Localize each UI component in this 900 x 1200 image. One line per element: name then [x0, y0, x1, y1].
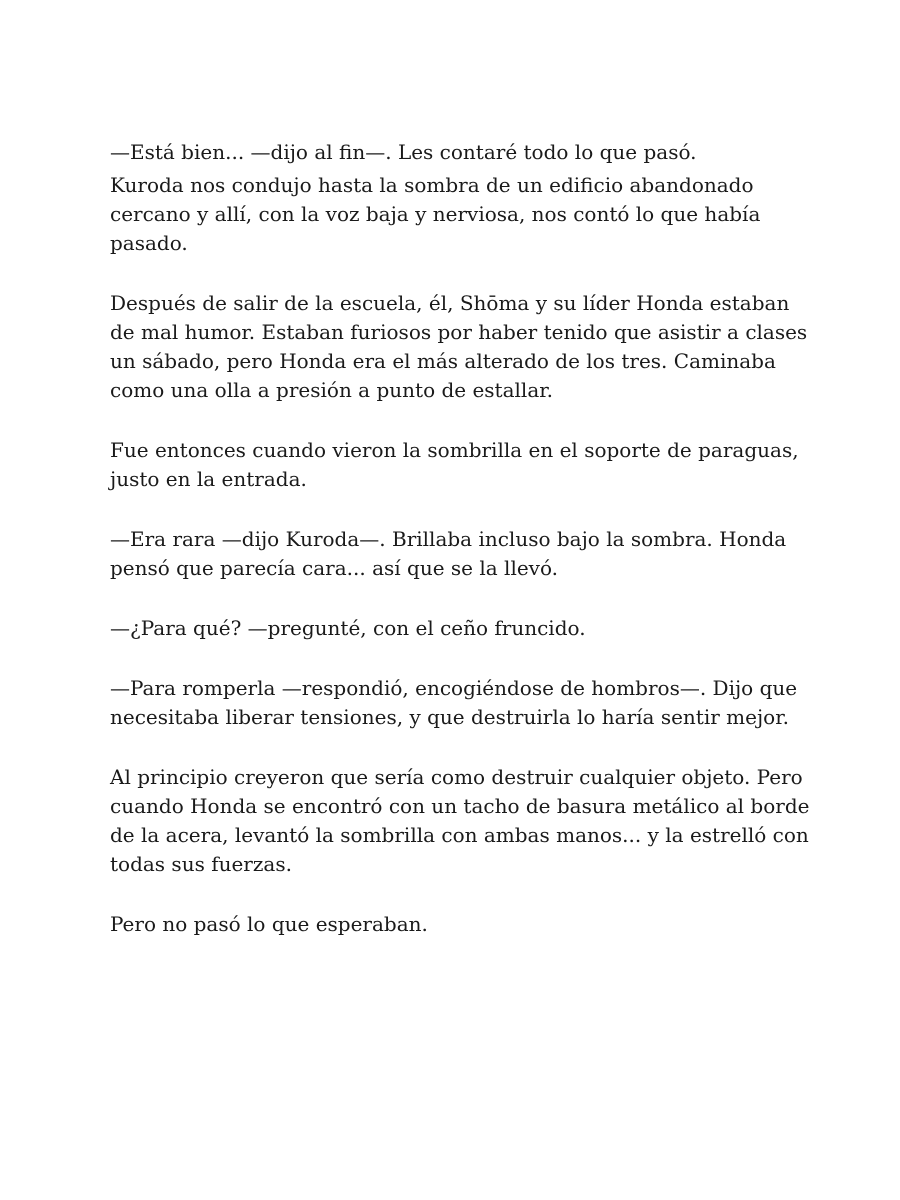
paragraph: —Era rara —dijo Kuroda—. Brillaba incluso bajo la sombra. Honda pensó que parecía cara... así que se la llevó. — [110, 527, 787, 580]
body-text — [110, 138, 810, 970]
paragraph: —Para romperla —respondió, encogiéndose de hombros—. Dijo que necesitaba liberar tensiones, y que destruirla lo haría sentir mejor. — [110, 676, 798, 729]
paragraph: Al principio creyeron que sería como destruir cualquier objeto. Pero cuando Honda se encontró con un tacho de basura metálico al borde de la acera, levantó la sombrilla con ambas manos... y la estrelló con todas sus fuerzas. — [110, 765, 810, 876]
paragraph: —¿Para qué? —pregunté, con el ceño fruncido. — [110, 616, 586, 640]
paragraph: Después de salir de la escuela, él, Shōma y su líder Honda estaban de mal humor. Estaban furiosos por haber tenido que asistir a clases un sábado, pero Honda era el más alterado de los tres. Caminaba como una olla a presión a punto de estallar. — [110, 291, 808, 402]
paragraph: —Está bien... —dijo al fin—. Les contaré todo lo que pasó. — [110, 140, 697, 164]
paragraph: Pero no pasó lo que esperaban. — [110, 912, 428, 936]
paragraph: Kuroda nos condujo hasta la sombra de un edificio abandonado cercano y allí, con la voz baja y nerviosa, nos contó lo que había pasado. — [110, 173, 761, 255]
paragraph: Fue entonces cuando vieron la sombrilla en el soporte de paraguas, justo en la entrada. — [110, 438, 799, 491]
